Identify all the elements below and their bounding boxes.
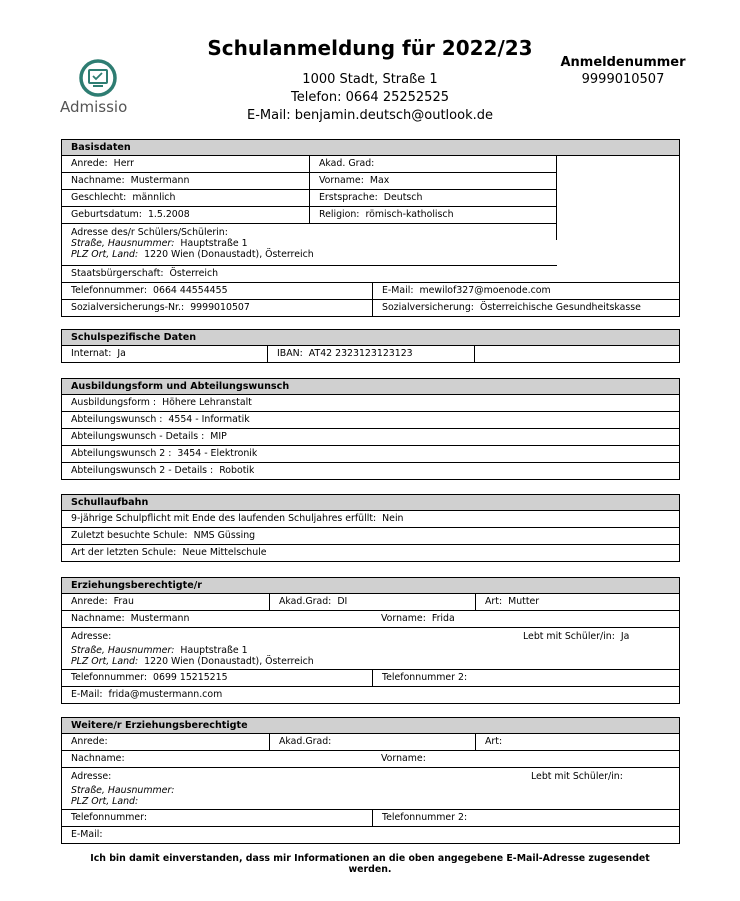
telefon2-label: Telefonnummer 2: (382, 812, 468, 823)
plz-label: PLZ Ort, Land: (71, 796, 139, 807)
ausbildung-value: 4554 - Informatik (168, 414, 250, 425)
svnr-value: 9999010507 (190, 302, 250, 313)
ausbildung-label: Abteilungswunsch : (71, 414, 163, 425)
lebt-mit-label: Lebt mit Schüler/in: (523, 631, 615, 642)
anrede-value: Frau (113, 596, 134, 607)
nachname-label: Nachname: (71, 175, 125, 186)
school-address: 1000 Stadt, Straße 1 (302, 72, 438, 87)
telefon-label: Telefonnummer: (71, 285, 148, 296)
sozialversicherung-value: Österreichische Gesundheitskasse (479, 302, 641, 313)
akad-grad-value: DI (337, 596, 348, 607)
iban-value: AT42 2323123123123 (308, 348, 413, 359)
strasse-value: Hauptstraße 1 (180, 645, 248, 656)
religion-label: Religion: (319, 209, 360, 220)
art-label: Art: (485, 596, 503, 607)
schulspezifisch-section (61, 329, 680, 363)
lebt-mit-label: Lebt mit Schüler/in: (531, 771, 623, 782)
section-heading: Schullaufbahn (62, 495, 679, 511)
erstsprache-value: Deutsch (383, 192, 423, 203)
nachname-label: Nachname: (71, 753, 125, 764)
strasse-label: Straße, Hausnummer: (71, 645, 175, 656)
plz-label: PLZ Ort, Land: (71, 249, 139, 260)
erstsprache-label: Erstsprache: (319, 192, 378, 203)
vorname-label: Vorname: (381, 613, 426, 624)
telefon-value: 0699 15215215 (153, 672, 228, 683)
telefon2-label: Telefonnummer 2: (382, 672, 468, 683)
lebt-mit-value: Ja (620, 631, 630, 642)
internat-label: Internat: (71, 348, 112, 359)
school-phone: Telefon: 0664 25252525 (290, 90, 449, 105)
akad-grad-label: Akad. Grad: (319, 158, 375, 169)
strasse-label: Straße, Hausnummer: (71, 785, 175, 796)
svnr-label: Sozialversicherungs-Nr.: (71, 302, 185, 313)
email-value: frida@mustermann.com (108, 689, 223, 700)
vorname-label: Vorname: (381, 753, 426, 764)
internat-value: Ja (117, 348, 126, 359)
anrede-label: Anrede: (71, 596, 108, 607)
adresse-label: Adresse: (71, 631, 112, 642)
empty-cell (474, 346, 679, 362)
section-heading: Weitere/r Erziehungsberechtigte (62, 718, 679, 734)
geschlecht-value: männlich (132, 192, 176, 203)
telefon-label: Telefonnummer: (71, 672, 148, 683)
laufbahn-label: 9-jährige Schulpflicht mit Ende des laufenden Schuljahres erfüllt: (71, 513, 377, 524)
anrede-value: Herr (113, 158, 135, 169)
nachname-value: Mustermann (130, 613, 190, 624)
strasse-label: Straße, Hausnummer: (71, 238, 175, 249)
section-heading: Schulspezifische Daten (62, 330, 679, 346)
email-label: E-Mail: (71, 689, 103, 700)
monitor-check-icon (78, 58, 118, 98)
section-heading: Ausbildungsform und Abteilungswunsch (62, 379, 679, 395)
ausbildung-section (61, 378, 680, 480)
staatsbuergerschaft-label: Staatsbürgerschaft: (71, 268, 164, 279)
laufbahn-value: NMS Güssing (193, 530, 256, 541)
ausbildung-label: Ausbildungsform : (71, 397, 157, 408)
iban-label: IBAN: (277, 348, 303, 359)
laufbahn-label: Zuletzt besuchte Schule: (71, 530, 188, 541)
email-label: E-Mail: (382, 285, 414, 296)
anrede-label: Anrede: (71, 158, 108, 169)
anmeldenummer-label: Anmeldenummer (560, 55, 686, 70)
consent-text: Ich bin damit einverstanden, dass mir Informationen an die oben angegebene E-Mail-Adresse zugesendet werden. (90, 853, 650, 875)
adresse-label: Adresse: (71, 771, 112, 782)
staatsbuergerschaft-value: Österreich (169, 268, 219, 279)
art-label: Art: (485, 736, 503, 747)
geburtsdatum-value: 1.5.2008 (147, 209, 190, 220)
geschlecht-label: Geschlecht: (71, 192, 127, 203)
erziehungsberechtigte-section (61, 577, 680, 704)
ausbildung-label: Abteilungswunsch 2 - Details : (71, 465, 214, 476)
religion-value: römisch-katholisch (365, 209, 454, 220)
akad-grad-label: Akad.Grad: (279, 596, 332, 607)
weitere-erziehungsberechtigte-section (61, 717, 680, 844)
plz-value: 1220 Wien (Donaustadt), Österreich (144, 249, 314, 260)
section-heading: Erziehungsberechtigte/r (62, 578, 679, 594)
ausbildung-value: Höhere Lehranstalt (162, 397, 252, 408)
ausbildung-label: Abteilungswunsch 2 : (71, 448, 172, 459)
ausbildung-label: Abteilungswunsch - Details : (71, 431, 205, 442)
telefon-label: Telefonnummer: (71, 812, 148, 823)
vorname-value: Max (369, 175, 390, 186)
art-value: Mutter (508, 596, 540, 607)
section-heading: Basisdaten (62, 140, 679, 156)
plz-label: PLZ Ort, Land: (71, 656, 139, 667)
schullaufbahn-section (61, 494, 680, 562)
email-label: E-Mail: (71, 829, 103, 840)
telefon-value: 0664 44554455 (153, 285, 228, 296)
plz-value: 1220 Wien (Donaustadt), Österreich (144, 656, 314, 667)
adresse-label: Adresse des/r Schülers/Schülerin: (71, 227, 228, 238)
laufbahn-value: Neue Mittelschule (182, 547, 267, 558)
ausbildung-value: Robotik (219, 465, 255, 476)
ausbildung-value: MIP (210, 431, 227, 442)
strasse-value: Hauptstraße 1 (180, 238, 248, 249)
vorname-value: Frida (431, 613, 455, 624)
geburtsdatum-label: Geburtsdatum: (71, 209, 142, 220)
sozialversicherung-label: Sozialversicherung: (382, 302, 474, 313)
laufbahn-label: Art der letzten Schule: (71, 547, 177, 558)
email-value: mewilof327@moenode.com (419, 285, 551, 296)
nachname-label: Nachname: (71, 613, 125, 624)
akad-grad-label: Akad.Grad: (279, 736, 332, 747)
anrede-label: Anrede: (71, 736, 108, 747)
anmeldenummer-value: 9999010507 (581, 72, 665, 87)
ausbildung-value: 3454 - Elektronik (177, 448, 258, 459)
basisdaten-section (61, 139, 680, 317)
school-email: E-Mail: benjamin.deutsch@outlook.de (246, 108, 493, 123)
laufbahn-value: Nein (382, 513, 404, 524)
page-title: Schulanmeldung für 2022/23 (207, 36, 533, 60)
vorname-label: Vorname: (319, 175, 364, 186)
nachname-value: Mustermann (130, 175, 190, 186)
logo-text: Admissio (60, 98, 128, 116)
